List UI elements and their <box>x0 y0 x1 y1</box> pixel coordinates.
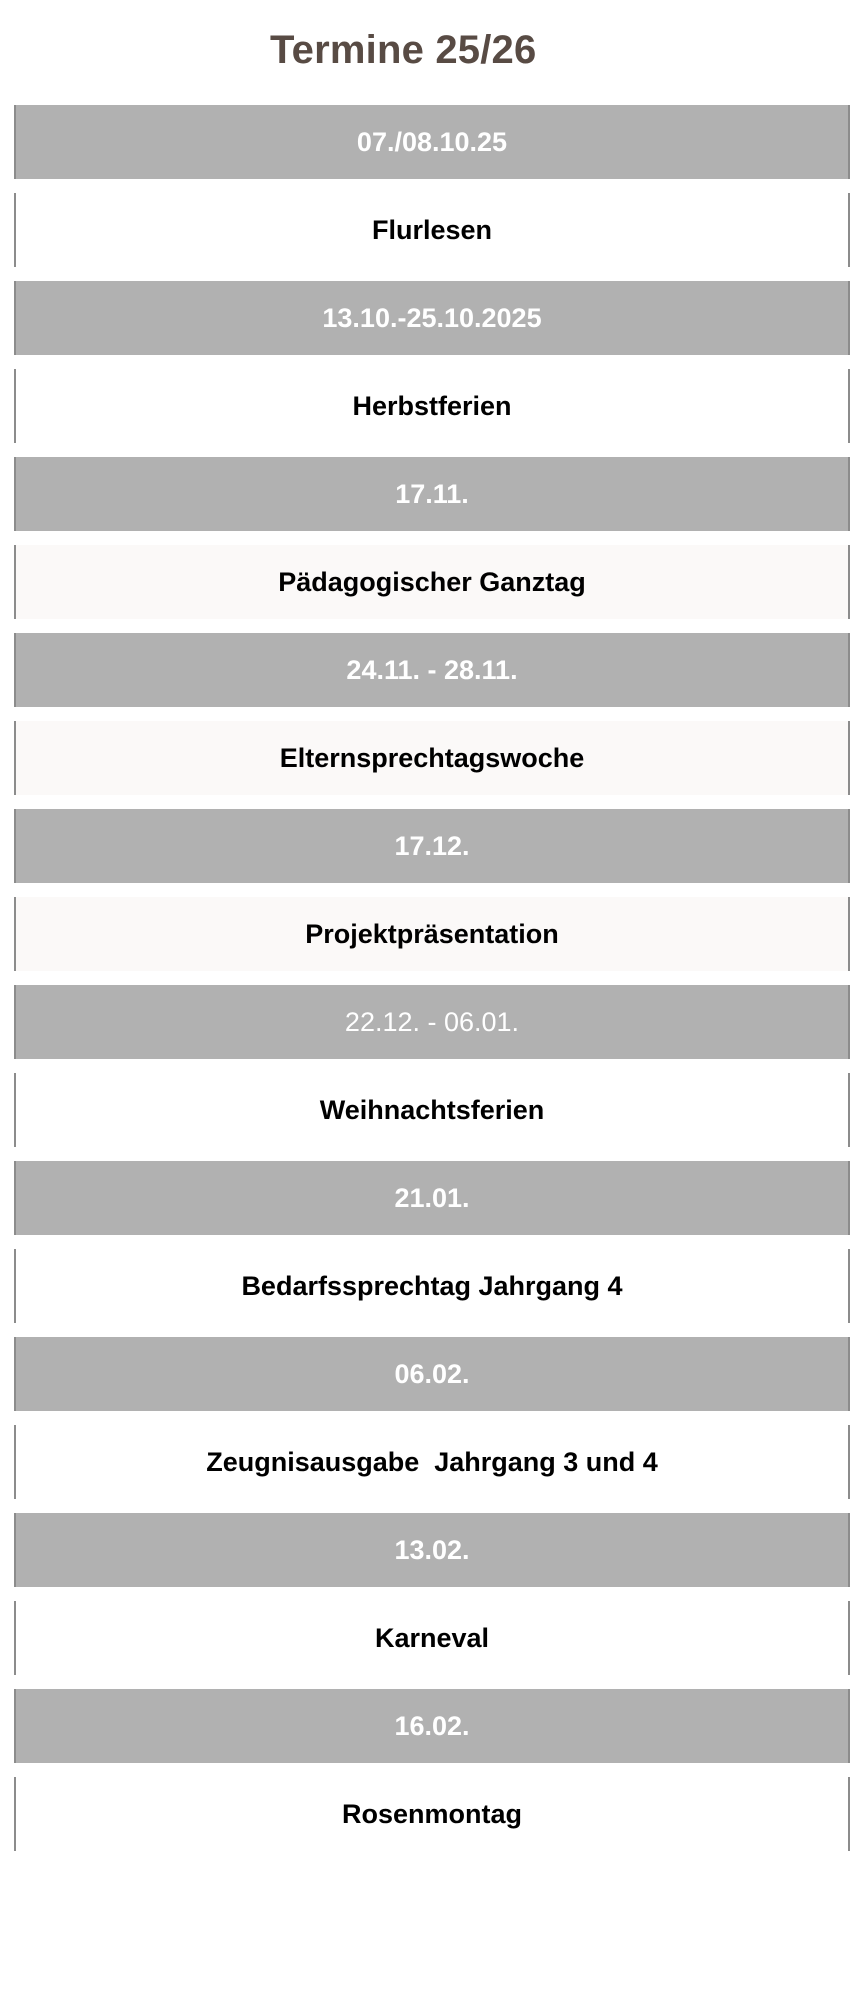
event-row: Herbstferien <box>14 369 850 443</box>
page-title: Termine 25/26 <box>270 28 537 72</box>
event-row: Projektpräsentation <box>14 897 850 971</box>
event-row: Elternsprechtagswoche <box>14 721 850 795</box>
event-row: Flurlesen <box>14 193 850 267</box>
schedule-list <box>14 105 850 1865</box>
date-row: 16.02. <box>14 1689 850 1763</box>
event-row: Rosenmontag <box>14 1777 850 1851</box>
event-row: Weihnachtsferien <box>14 1073 850 1147</box>
date-row: 13.10.-25.10.2025 <box>14 281 850 355</box>
date-row: 13.02. <box>14 1513 850 1587</box>
event-row: Karneval <box>14 1601 850 1675</box>
date-row: 06.02. <box>14 1337 850 1411</box>
event-row: Bedarfssprechtag Jahrgang 4 <box>14 1249 850 1323</box>
date-row: 07./08.10.25 <box>14 105 850 179</box>
date-row: 22.12. - 06.01. <box>14 985 850 1059</box>
date-row: 17.11. <box>14 457 850 531</box>
date-row: 24.11. - 28.11. <box>14 633 850 707</box>
date-row: 21.01. <box>14 1161 850 1235</box>
event-row: Zeugnisausgabe Jahrgang 3 und 4 <box>14 1425 850 1499</box>
date-row: 17.12. <box>14 809 850 883</box>
event-row: Pädagogischer Ganztag <box>14 545 850 619</box>
